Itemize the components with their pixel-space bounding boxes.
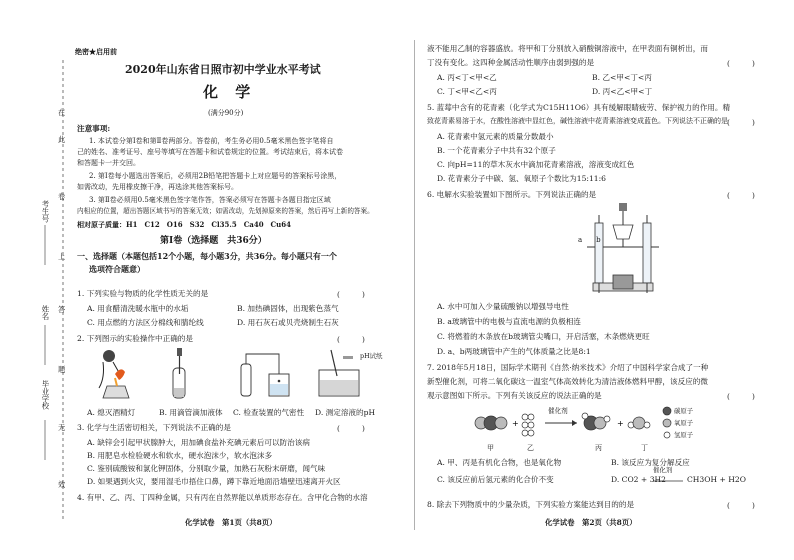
legend-oxygen: 氧原子 <box>674 419 694 427</box>
legend-carbon: 碳原子 <box>674 407 694 415</box>
option: D. 丙<乙<甲<丁 <box>592 87 653 96</box>
option: A. 水中可加入少量硫酸钠以增强导电性 <box>437 302 569 311</box>
question-7-cont: 新型催化剂，可将二氧化碳这一温室气体高效转化为清洁液体燃料甲醇，该反应的微 <box>427 377 708 386</box>
notice-line: 3. 第Ⅱ卷必须用0.5毫米黑色签字笔作答，答案必须写在答题卡各题目指定区域 <box>89 196 331 204</box>
seal-char: 效 <box>58 480 66 489</box>
binding-margin <box>0 0 80 560</box>
option: D. a、b两玻璃管中产生的气体质量之比是8:1 <box>437 347 591 356</box>
question-2: 2. 下列图示的实验操作中正确的是 <box>77 334 193 343</box>
ph-paper-label: pH试纸 <box>360 352 383 360</box>
atomic-mass: 相对原子质量：H1 C12 O16 S32 Cl35.5 Ca40 Cu64 <box>77 220 291 229</box>
question-6: 6. 电解水实验装置如下图所示。下列说法正确的是 <box>427 190 597 199</box>
option: D. 花青素分子中碳、氢、氧原子个数比为15:11:6 <box>437 174 607 183</box>
margin-dashed-line <box>62 60 64 520</box>
margin-blank-line <box>44 420 46 460</box>
option: C. 鉴别硫酸铵和氯化钾固体，分别取少量，加熟石灰粉末研磨，闻气味 <box>87 464 326 473</box>
part-heading: 选项符合题意） <box>89 264 145 274</box>
page-divider <box>414 40 415 530</box>
notice-line: 1. 本试卷分第Ⅰ卷和第Ⅱ卷两部分。答卷前，考生务必用0.5毫米黑色签字笔将自 <box>89 137 334 145</box>
notice-line: 己的姓名、准考证号、座号等填写在答题卡和试卷规定的位置。考试结束后，将本试卷 <box>77 148 343 156</box>
secret-label: 绝密★启用前 <box>75 47 117 56</box>
option: B. 乙<甲<丁<丙 <box>592 73 652 82</box>
option: B. 用滴管滴加液体 <box>159 408 223 417</box>
equation-catalyst: 催化剂 <box>653 466 673 474</box>
answer-paren: ( ) <box>727 191 755 200</box>
option: C. 用点燃的方法区分棉线和腈纶线 <box>87 318 204 327</box>
equation-arrow <box>653 478 685 484</box>
notice-line: 如需改动，先用橡皮擦干净，再选涂其他答案标号。 <box>77 183 238 191</box>
page-two <box>427 0 777 560</box>
page-footer: 化学试卷 第2页（共8页） <box>545 518 637 527</box>
margin-label-school: 毕业学校 <box>41 380 50 410</box>
question-8: 8. 除去下列物质中的少量杂质，下列实验方案能达到目的的是 <box>427 500 635 509</box>
option: A. 用食醋清洗暖水瓶中的水垢 <box>87 304 189 313</box>
electrolysis-apparatus <box>567 203 677 295</box>
answer-paren: ( ) <box>337 335 365 344</box>
option: B. 用肥皂水检验硬水和软水，硬水泡沫少，软水泡沫多 <box>87 451 273 460</box>
option: B. a玻璃管中的电极与直流电源的负极相连 <box>437 317 582 326</box>
question-4-cont: 丁没有变化。这四种金属活动性顺序由弱到强的是 <box>427 58 595 67</box>
question-5-cont: 致花青素易溶于水，在酸性溶液中显红色，碱性溶液中花青素溶液变成蓝色。下列说法不正确的是 <box>427 117 728 125</box>
notice-title: 注意事项: <box>77 124 111 133</box>
part-heading: 一、选择题（本题包括12个小题，每小题3分，共36分。每小题只有一个 <box>77 251 337 261</box>
answer-paren: ( ) <box>727 392 755 401</box>
molecule-label: 甲 <box>487 444 494 452</box>
option: D. CO2 + 3H2 <box>611 475 666 484</box>
section-title: 第Ⅰ卷（选择题 共36分） <box>160 236 267 246</box>
exam-title: 2020年山东省日照市初中学业水平考试 <box>125 63 321 76</box>
question-7: 7. 2018年5月18日，国际学术期刊《自然·纳米技术》介绍了中国科学家合成了一种 <box>427 363 709 372</box>
option: C. 将燃着的木条放在b玻璃管尖嘴口，开启活塞，木条燃烧更旺 <box>437 332 650 341</box>
option: CH3OH + H2O <box>687 475 746 484</box>
question-5: 5. 蓝莓中含有的花青素（化学式为C15H11O6）具有缓解眼睛疲劳、保护视力的作用。精 <box>427 103 731 112</box>
option: A. 熄灭酒精灯 <box>87 408 136 417</box>
option: A. 丙<丁<甲<乙 <box>437 73 497 82</box>
notice-line: 内相应的位置，超出答题区域书写的答案无效；如需改动，先划掉原来的答案，然后再写上新的答案。 <box>77 207 374 215</box>
option: C. 该反应前后氢元素的化合价不变 <box>437 475 554 484</box>
question-3: 3. 化学与生活密切相关，下列说法不正确的是 <box>77 423 231 432</box>
question-1: 1. 下列实验与物质的化学性质无关的是 <box>77 289 209 298</box>
question-4-cont: 液不能用乙制的容器盛放。将甲和丁分别放入硝酸铜溶液中，在甲表面有铜析出，而 <box>427 44 708 53</box>
option: A. 花青素中氢元素的质量分数最小 <box>437 132 554 141</box>
margin-blank-line <box>44 225 46 265</box>
airtight-check-figure <box>235 348 295 400</box>
full-score: (满分90分) <box>208 109 244 117</box>
option: A. 甲、丙是有机化合物，也是氧化物 <box>437 458 562 467</box>
catalyst-label: 催化剂 <box>548 407 568 415</box>
seal-char: 上 <box>58 252 66 261</box>
question-4-start: 4. 有甲、乙、丙、丁四种金属，只有丙在自然界能以单质形态存在。含甲化合物的水溶 <box>77 493 368 502</box>
answer-paren: ( ) <box>727 501 755 510</box>
option: B. 一个花青素分子中共有32个原子 <box>437 146 556 155</box>
molecule-label: 丙 <box>595 444 602 452</box>
seal-char: 答 <box>58 305 66 314</box>
dropper-figure <box>163 348 203 400</box>
margin-label-name: 姓名 <box>41 305 50 320</box>
molecule-label: 丁 <box>641 444 648 452</box>
page-footer: 化学试卷 第1页（共8页） <box>185 518 277 527</box>
seal-char: 卷 <box>58 192 66 201</box>
answer-paren: ( ) <box>727 118 755 127</box>
option: D. 用石灰石或贝壳烧制生石灰 <box>237 318 339 327</box>
svg-text:+: + <box>617 419 624 428</box>
notice-line: 2. 第Ⅰ卷每小题选出答案后，必须用2B铅笔把答题卡上对应题号的答案标号涂黑， <box>89 172 342 180</box>
option: B. 加热碘固体，出现紫色蒸气 <box>237 304 339 313</box>
seal-char: 题 <box>58 365 66 374</box>
seal-char: 在 <box>58 108 66 117</box>
option: C. 丁<甲<乙<丙 <box>437 87 497 96</box>
question-7-cont: 观示意图如下所示。下列有关该反应的说法正确的是 <box>427 391 602 400</box>
answer-paren: ( ) <box>727 59 755 68</box>
option: A. 缺锌会引起甲状腺肿大，用加碘食盐补充碘元素后可以防治该病 <box>87 438 310 447</box>
margin-blank-line <box>44 325 46 365</box>
notice-line: 和答题卡一并交回。 <box>77 159 140 167</box>
margin-label-exam-number: 考生号 <box>41 200 50 223</box>
seal-char: 此 <box>58 135 66 144</box>
option: C. 向pH=11的草木灰水中滴加花青素溶液，溶液变成红色 <box>437 160 635 169</box>
alcohol-lamp-figure <box>85 348 145 400</box>
tube-labels: a b <box>578 236 601 244</box>
answer-paren: ( ) <box>337 290 365 299</box>
subject-title: 化 学 <box>203 83 257 101</box>
option: D. 如果遇到火灾，要用湿毛巾捂住口鼻，蹲下靠近地面沿墙壁迅速离开火区 <box>87 477 341 486</box>
svg-text:+: + <box>512 419 519 428</box>
legend-hydrogen: 氢原子 <box>674 431 694 439</box>
seal-char: 无 <box>58 423 66 432</box>
page-one <box>75 0 410 560</box>
answer-paren: ( ) <box>337 424 365 433</box>
molecule-label: 乙 <box>527 444 534 452</box>
option: C. 检查装置的气密性 <box>233 408 305 417</box>
option: B. 该反应为复分解反应 <box>611 458 690 467</box>
option: D. 测定溶液的pH <box>315 408 376 417</box>
